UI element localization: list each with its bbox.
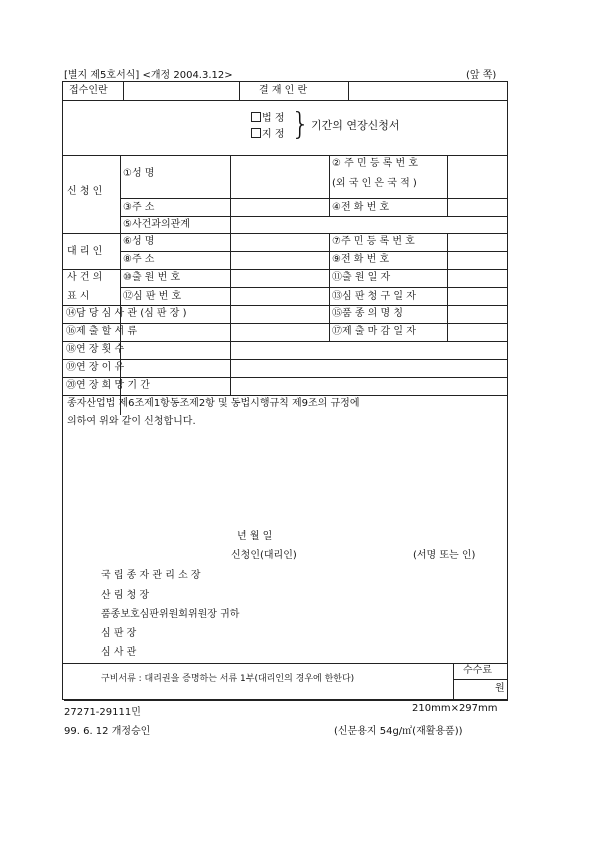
sign-label: (서명 또는 인) bbox=[413, 550, 476, 561]
form-number: [별지 제5호서식] <개정 2004.3.12> bbox=[64, 70, 233, 81]
checkbox-statutory[interactable] bbox=[251, 112, 261, 122]
case-section-line2: 표 시 bbox=[67, 291, 90, 302]
recipient-1: 국 립 종 자 관 리 소 장 bbox=[101, 570, 201, 581]
deadline-label: ⑰제 출 마 감 일 자 bbox=[332, 326, 416, 337]
application-form bbox=[62, 81, 508, 700]
option-statutory[interactable]: 법 정 bbox=[251, 112, 285, 125]
statement-line2: 의하여 위와 같이 신청합니다. bbox=[67, 416, 196, 427]
applicant-name-label: ①성 명 bbox=[123, 168, 155, 179]
form-code: 27271-29111민 bbox=[64, 707, 141, 718]
recipient-4: 심 판 장 bbox=[101, 628, 137, 639]
statement-line1: 종자산업법 제6조제1항동조제2항 및 동법시행규칙 제9조의 규정에 bbox=[67, 398, 360, 409]
case-section-line1: 사 건 의 bbox=[67, 272, 103, 283]
receipt-column: 접수인란 bbox=[69, 85, 108, 96]
agent-address-label: ⑧주 소 bbox=[123, 254, 155, 265]
docs-label: ⑯제 출 할 서 류 bbox=[66, 326, 138, 337]
ext-period-label: ⑳연 장 희 망 기 간 bbox=[66, 380, 150, 391]
applicant-phone-label: ④전 화 번 호 bbox=[332, 202, 390, 213]
examiner-label: ⑭담 당 심 사 관 (심 판 장 ) bbox=[66, 308, 187, 319]
variety-label: ⑮품 종 의 명 칭 bbox=[332, 308, 404, 319]
option-designated[interactable]: 지 정 bbox=[251, 128, 285, 141]
signer-label: 신청인(대리인) bbox=[231, 550, 297, 561]
bracket: } bbox=[291, 107, 311, 142]
trial-no-label: ⑫심 판 번 호 bbox=[123, 291, 182, 302]
form-title: 기간의 연장신청서 bbox=[311, 119, 400, 132]
approval-column: 결 재 인 란 bbox=[259, 85, 308, 96]
agent-name-label: ⑥성 명 bbox=[123, 236, 155, 247]
paper-spec: (신문용지 54g/㎡(재활용품)) bbox=[334, 726, 463, 737]
agent-phone-label: ⑨전 화 번 호 bbox=[332, 254, 390, 265]
applicant-section: 신 청 인 bbox=[67, 186, 103, 197]
paper-size: 210mm×297mm bbox=[412, 703, 498, 714]
trial-date-label: ⑬심 판 청 구 일 자 bbox=[332, 291, 416, 302]
agent-section: 대 리 인 bbox=[67, 246, 103, 257]
relation-label: ⑤사건과의관계 bbox=[123, 219, 190, 230]
ext-count-label: ⑱연 장 횟 수 bbox=[66, 344, 125, 355]
page-side: (앞 쪽) bbox=[466, 70, 497, 81]
applicant-rrn-label: ② 주 민 등 록 번 호 bbox=[332, 158, 418, 169]
recipient-2: 산 림 청 장 bbox=[101, 590, 150, 601]
checkbox-designated[interactable] bbox=[251, 128, 261, 138]
agent-rrn-label: ⑦주 민 등 록 번 호 bbox=[332, 236, 415, 247]
recipient-5: 심 사 관 bbox=[101, 647, 137, 658]
applicant-nationality-label: (외 국 인 은 국 적 ) bbox=[332, 178, 417, 189]
ext-reason-label: ⑲연 장 이 유 bbox=[66, 362, 125, 373]
fee-unit: 원 bbox=[495, 683, 505, 694]
fee-label: 수수료 bbox=[463, 665, 492, 676]
required-docs: 구비서류 : 대리권을 증명하는 서류 1부(대리인의 경우에 한한다) bbox=[101, 674, 355, 684]
applicant-address-label: ③주 소 bbox=[123, 202, 155, 213]
approval-date: 99. 6. 12 개정승인 bbox=[64, 726, 151, 737]
recipient-3: 품종보호심판위원회위원장 귀하 bbox=[101, 609, 240, 620]
app-date-label: ⑪출 원 일 자 bbox=[332, 272, 391, 283]
app-no-label: ⑩출 원 번 호 bbox=[123, 272, 181, 283]
date-line: 년 월 일 bbox=[237, 531, 273, 542]
